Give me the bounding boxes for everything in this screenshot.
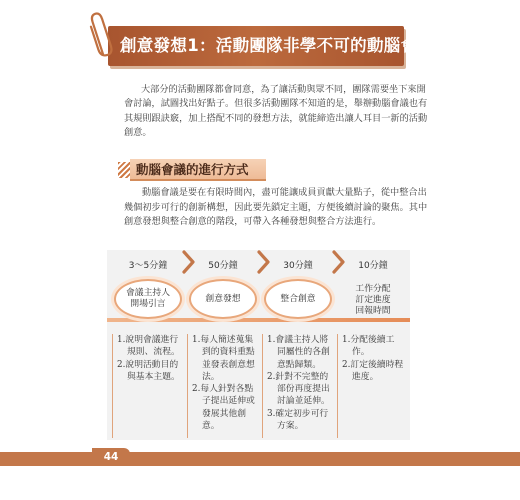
- step-items: [187, 334, 259, 438]
- section-heading-label: 動腦會議的進行方式: [136, 162, 249, 177]
- step-items: [337, 334, 409, 438]
- step-item: 2.針對不完整的部份再度提出討論並延伸。: [267, 371, 330, 407]
- step-item: 1.說明會議進行規則、流程。: [117, 335, 180, 358]
- step-item: 2.每人針對各點子提出延伸或發展其他創意。: [192, 384, 255, 432]
- step-duration: 3～5分鐘: [128, 261, 168, 271]
- step-title-line: 會議主持人: [126, 288, 170, 298]
- step-item: 1.會議主持人將同屬性的各創意點歸類。: [267, 335, 330, 370]
- step-title-line: 創意發想: [205, 293, 241, 304]
- step-duration: 50分鐘: [208, 261, 238, 271]
- step-title-line: 回報時間: [355, 305, 391, 316]
- step-item: 1.分配後續工作。: [342, 335, 395, 358]
- heading-stripes-decoration: [118, 162, 130, 178]
- step-items: [112, 334, 184, 438]
- footer-band: [0, 452, 520, 466]
- step-item: 2.說明活動目的與基本主題。: [117, 359, 180, 382]
- step-item: 2.訂定後續時程進度。: [342, 359, 404, 382]
- section-heading: [118, 159, 268, 181]
- step-title-line: 訂定進度: [355, 294, 391, 305]
- step-title-line: 開場引言: [130, 299, 166, 309]
- page-title: 創意發想1：活動團隊非學不可的動腦會議: [120, 36, 435, 55]
- step-title-circle: [114, 279, 182, 319]
- step-title-circle: [264, 279, 332, 319]
- step-item: 1.每人簡述蒐集到的資料重點並發表創意想法。: [192, 335, 255, 382]
- step-item: 3.確定初步可行方案。: [267, 408, 329, 432]
- step-duration: 10分鐘: [358, 261, 388, 271]
- step-duration: 30分鐘: [283, 261, 313, 271]
- step-title-line: 工作分配: [355, 283, 391, 294]
- section-body-paragraph: 動腦會議是要在有限時間內，盡可能讓成員貢獻大量點子，從中整合出幾個初步可行的創新構想，因此要先鎖定主題，方便後續討論的聚焦。其中創意發想與整合創意的階段，可帶入各種發想與整合方法進行。: [124, 187, 428, 228]
- step-items: [262, 334, 334, 438]
- title-banner: [108, 26, 435, 66]
- intro-paragraph: 大部分的活動團隊都會同意，為了讓活動與眾不同，團隊需要坐下來開會討論，試圖找出好點子。但很多活動團隊不知道的是，舉辦動腦會議也有其規則跟訣竅，加上搭配不同的發想方法，就能締造出讓人耳目一新的活動創意。: [124, 84, 428, 138]
- step-title-line: 整合創意: [280, 293, 316, 304]
- step-title-block: [339, 274, 407, 326]
- step-title-circle: [189, 279, 257, 319]
- page-number: 44: [103, 451, 119, 463]
